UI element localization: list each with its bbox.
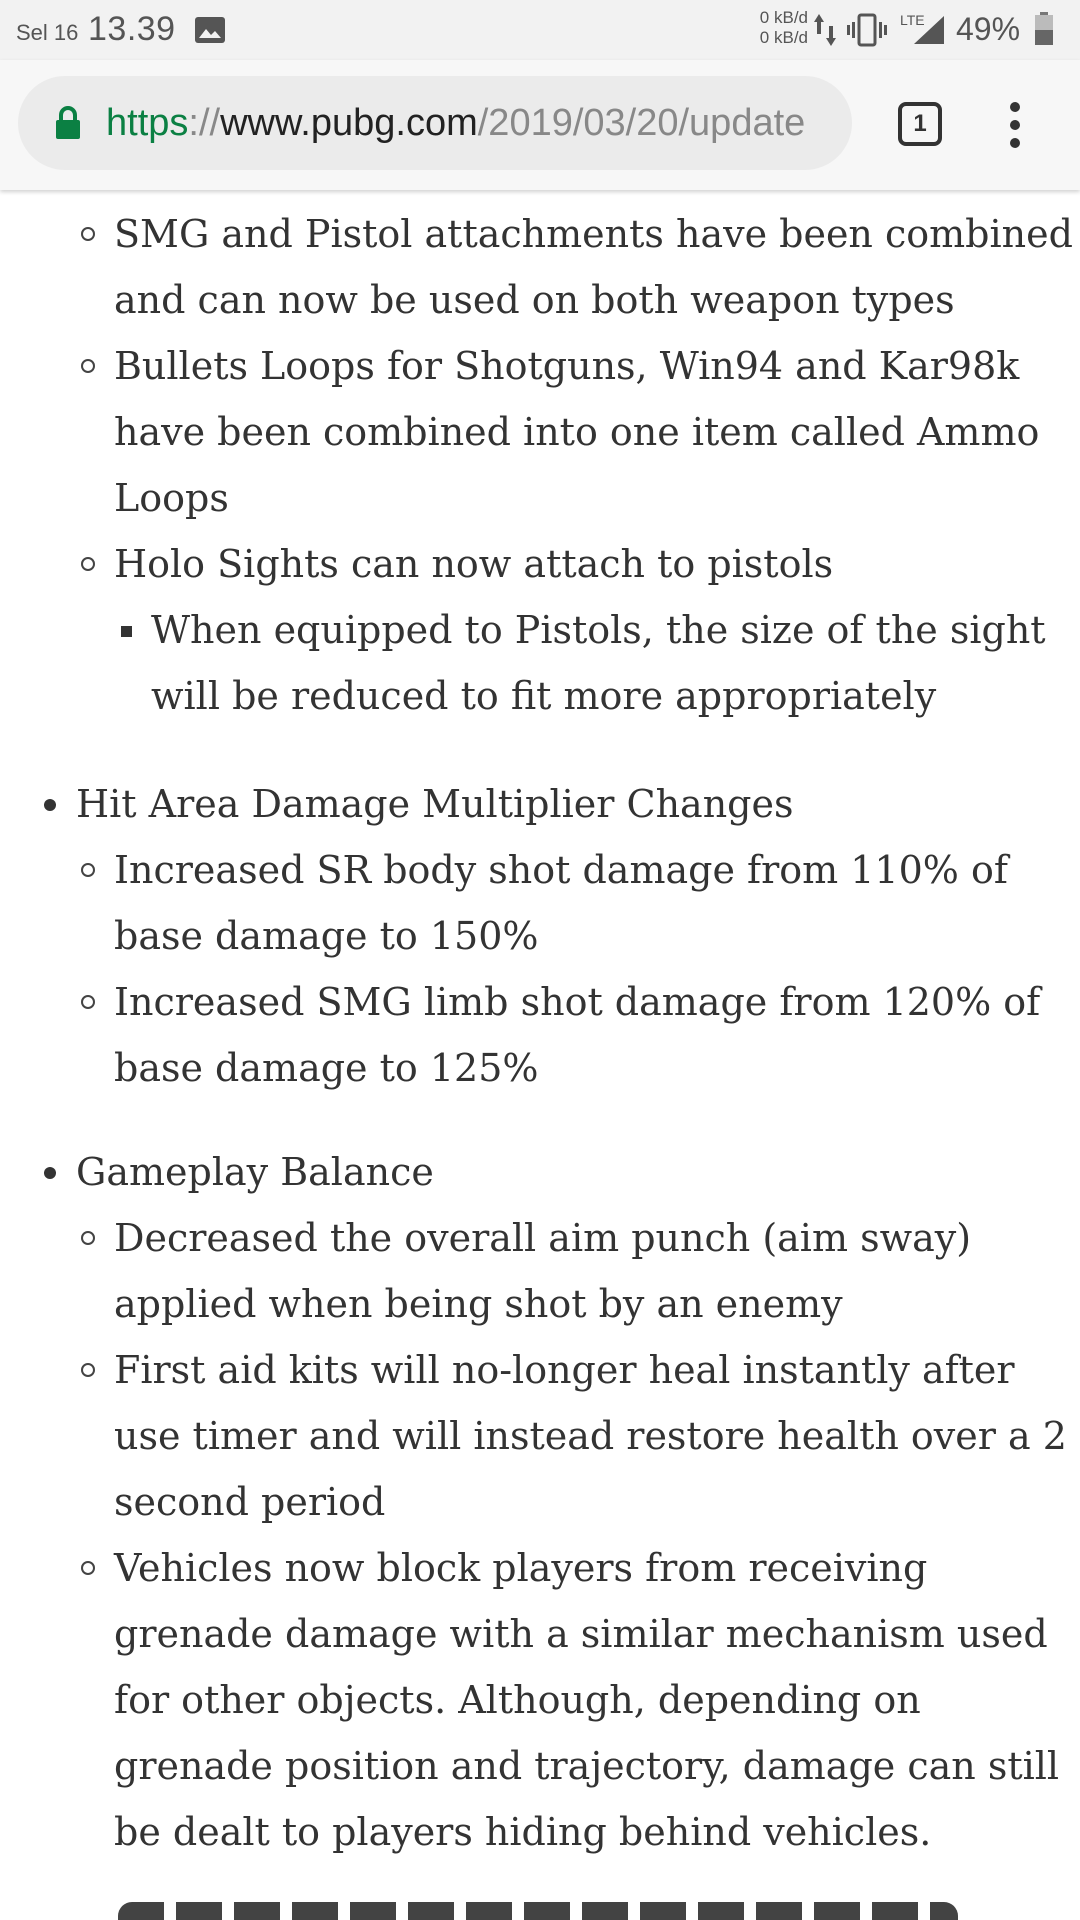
url-path: /2019/03/20/update — [477, 102, 806, 144]
more-menu-icon[interactable] — [1000, 100, 1030, 150]
list-item: When equipped to Pistols, the size of the sight — [151, 608, 1046, 652]
list-item: First aid kits will no-longer heal instantly after — [114, 1348, 1015, 1392]
url-host: www.pubg.com — [220, 102, 478, 144]
list-item-continuation: applied when being shot by an enemy — [114, 1282, 843, 1326]
list-bullet-icon — [81, 1561, 95, 1575]
status-time: 13.39 — [88, 10, 176, 48]
list-item-continuation: Loops — [114, 476, 229, 520]
list-item-continuation: and can now be used on both weapon types — [114, 278, 955, 322]
list-bullet-icon — [121, 626, 132, 637]
net-up-value: 0 kB/d — [759, 8, 808, 27]
list-item: Decreased the overall aim punch (aim sway) — [114, 1216, 972, 1260]
list-bullet-icon — [44, 1167, 56, 1179]
list-item-continuation: for other objects. Although, depending on — [114, 1678, 921, 1722]
section-list-item: Hit Area Damage Multiplier Changes — [76, 782, 794, 826]
list-item: SMG and Pistol attachments have been combined — [114, 212, 1073, 256]
list-item-continuation: base damage to 150% — [114, 914, 539, 958]
list-item-continuation: will be reduced to fit more appropriately — [151, 674, 937, 718]
list-bullet-icon — [81, 1231, 95, 1245]
list-item-continuation: grenade position and trajectory, damage can still — [114, 1744, 1060, 1788]
lock-icon[interactable] — [54, 106, 82, 140]
signal-icon — [912, 14, 946, 46]
list-bullet-icon — [81, 1363, 95, 1377]
list-item-continuation: use timer and will instead restore health over a 2 — [114, 1414, 1067, 1458]
url-field[interactable] — [18, 76, 852, 170]
status-day: Sel 16 — [16, 20, 79, 45]
url-separator: :// — [188, 102, 221, 144]
list-item: Increased SR body shot damage from 110% of — [114, 848, 1008, 892]
list-item: Vehicles now block players from receiving — [114, 1546, 928, 1590]
list-item-continuation: be dealt to players hiding behind vehicles. — [114, 1810, 932, 1854]
list-bullet-icon — [81, 863, 95, 877]
status-bar — [0, 0, 1080, 60]
list-item-continuation: have been combined into one item called Ammo — [114, 410, 1040, 454]
list-bullet-icon — [81, 359, 95, 373]
net-down-value: 0 kB/d — [759, 28, 808, 47]
browser-toolbar — [0, 60, 1080, 190]
tab-switcher-button[interactable]: 1 — [898, 102, 942, 146]
image-notification-icon — [194, 16, 226, 44]
list-bullet-icon — [81, 227, 95, 241]
url-scheme: https — [106, 102, 189, 144]
battery-icon — [1034, 12, 1054, 46]
list-item: Bullets Loops for Shotguns, Win94 and Kar98k — [114, 344, 1020, 388]
list-item-continuation: base damage to 125% — [114, 1046, 539, 1090]
list-bullet-icon — [81, 557, 95, 571]
list-bullet-icon — [81, 995, 95, 1009]
battery-percent: 49% — [956, 11, 1021, 47]
url-text[interactable] — [106, 100, 850, 146]
article-content — [0, 190, 1080, 1920]
section-list-item: Gameplay Balance — [76, 1150, 434, 1194]
network-type: LTE — [900, 12, 925, 28]
list-item: Holo Sights can now attach to pistols — [114, 542, 834, 586]
list-bullet-icon — [44, 799, 56, 811]
list-item: Increased SMG limb shot damage from 120% of — [114, 980, 1041, 1024]
data-transfer-icon — [812, 12, 838, 48]
list-item-continuation: second period — [114, 1480, 386, 1524]
network-speed — [752, 8, 808, 48]
vibrate-icon — [846, 12, 888, 48]
next-section-heading-cutoff — [118, 1902, 958, 1920]
list-item-continuation: grenade damage with a similar mechanism used — [114, 1612, 1048, 1656]
